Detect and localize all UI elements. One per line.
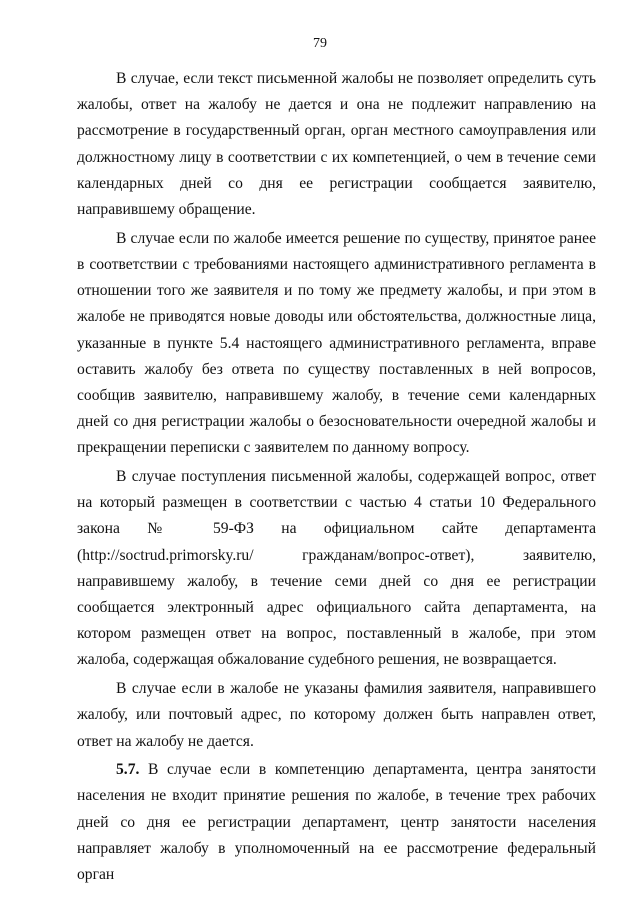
paragraph-5-7 bbox=[77, 757, 596, 888]
paragraph-2: В случае если по жалобе имеется решение по существу, принятое ранее в соответствии с требованиями настоящего административного регламента в отношении того же заявителя и по тому же предмету жалобы, и при этом в жалобе не приводятся новые доводы или обстоятельства, должностные лица, указанные в пункте 5.4 настоящего административного регламента, вправе оставить жалобу без ответа по существу поставленных в ней вопросов, сообщив заявителю, направившему жалобу, в течение семи календарных дней со дня регистрации жалобы о безосновательности очередной жалобы и прекращении переписки с заявителем по данному вопросу. bbox=[77, 229, 596, 457]
paragraph-1: В случае, если текст письменной жалобы не позволяет определить суть жалобы, ответ на жалобу не дается и она не подлежит направлению на рассмотрение в государственный орган, орган местного самоуправления или должностному лицу в соответствии с их компетенцией, о чем в течение семи календарных дней со дня ее регистрации сообщается заявителю, направившему обращение. bbox=[77, 70, 596, 219]
paragraph-4: В случае если в жалобе не указаны фамилия заявителя, направившего жалобу, или почтовый адрес, по которому должен быть направлен ответ, ответ на жалобу не дается. bbox=[77, 680, 596, 750]
section-number: 5.7. bbox=[116, 761, 140, 779]
paragraph-3: В случае поступления письменной жалобы, содержащей вопрос, ответ на который размещен в соответствии с частью 4 статьи 10 Федерального закона № 59-ФЗ на официальном сайте департамента (http://soctrud.primorsky.ru/ гражданам/вопрос-ответ), заявителю, направившему жалобу, в течение семи дней со дня ее регистрации сообщается электронный адрес официального сайта департамента, на котором размещен ответ на вопрос, поставленный в жалобе, при этом жалоба, содержащая обжалование судебного решения, не возвращается. bbox=[77, 468, 596, 669]
document-body bbox=[77, 66, 596, 888]
page-number: 79 bbox=[313, 36, 327, 51]
section-text: В случае если в компетенцию департамента, центра занятости населения не входит принятие решения по жалобе, в течение трех рабочих дней со дня ее регистрации департамент, центр занятости населения направляет жалобу в уполномоченный на ее рассмотрение федеральный орган bbox=[77, 761, 596, 884]
